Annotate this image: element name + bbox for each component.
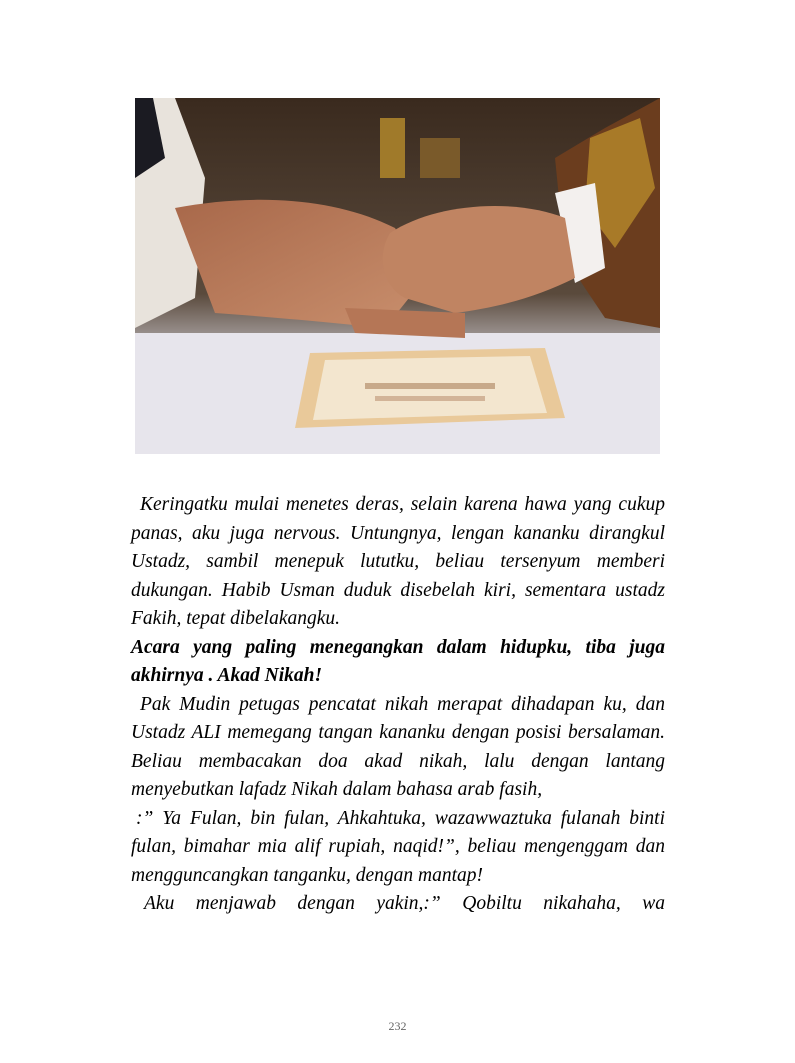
paragraph-2-bold: Acara yang paling menegangkan dalam hidupku, tiba juga akhirnya . Akad Nikah! bbox=[131, 636, 665, 686]
paragraph-3: Pak Mudin petugas pencatat nikah merapat dihadapan ku, dan Ustadz ALI memegang tangan kananku dengan posisi bersalaman. Beliau membacakan doa akad nikah, lalu dengan lantang menyebutkan lafadz Nikah dalam bahasa arab fasih, bbox=[131, 693, 665, 800]
paragraph-1: Keringatku mulai menetes deras, selain karena hawa yang cukup panas, aku juga nervous. Untungnya, lengan kananku dirangkul Ustadz, sambil menepuk lututku, beliau tersenyum memberi dukungan. Habib Usman duduk disebelah kiri, sementara ustadz Fakih, tepat dibelakangku. bbox=[131, 494, 665, 629]
story-text bbox=[131, 491, 665, 919]
page-number: 232 bbox=[388, 1019, 407, 1033]
paragraph-4: :” Ya Fulan, bin fulan, Ahkahtuka, wazawwaztuka fulanah binti fulan, bimahar mia alif rupiah, naqid!”, beliau mengenggam dan mengguncangkan tanganku, dengan mantap! bbox=[131, 807, 665, 886]
paragraph-5: Aku menjawab dengan yakin,:” Qobiltu nikahaha, wa bbox=[144, 893, 665, 914]
handshake-photo bbox=[135, 98, 660, 454]
